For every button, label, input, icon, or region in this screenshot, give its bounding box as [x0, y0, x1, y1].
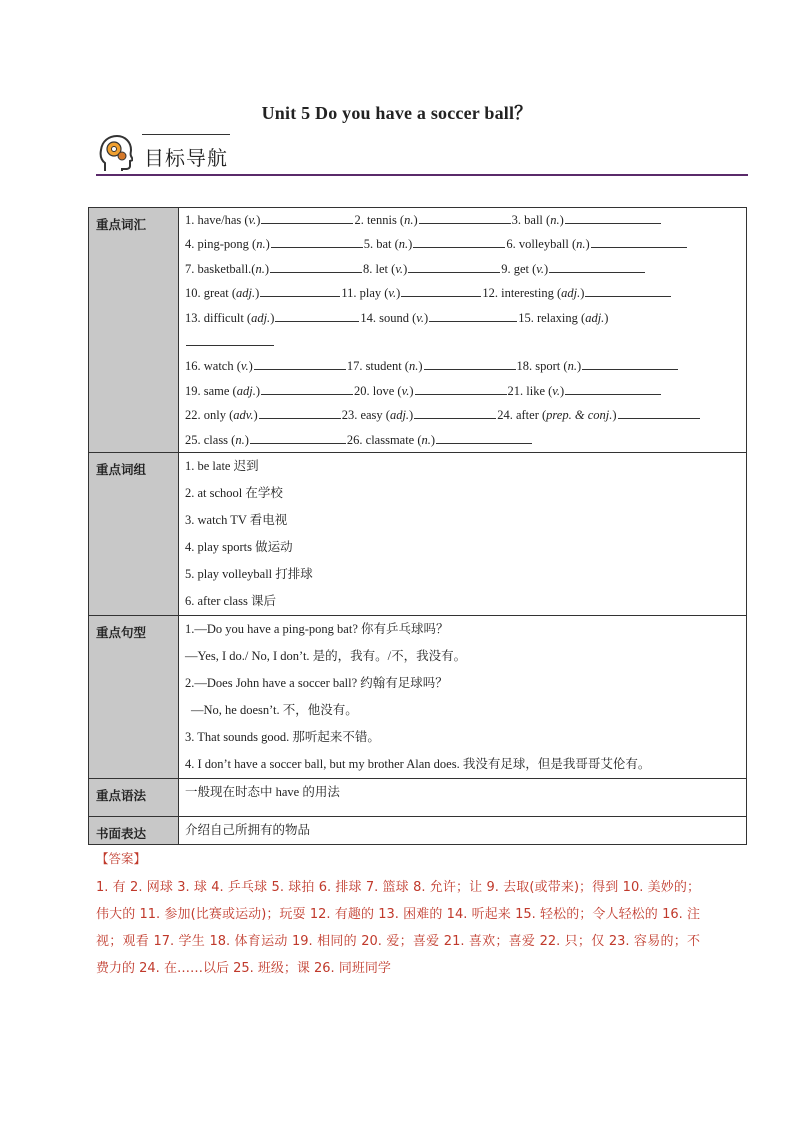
page-title: Unit 5 Do you have a soccer ball？ [261, 103, 533, 123]
vocab-line: 10. great (adj.) 11. play (v.) 12. interesting (adj.) [185, 281, 740, 305]
phrase-item: 1. be late 迟到 [185, 458, 259, 473]
answer-blank[interactable] [408, 258, 500, 273]
answer-blank[interactable] [401, 282, 481, 297]
vocab-line [185, 330, 740, 354]
answer-text: 1. 有 2. 网球 3. 球 4. 乒乓球 5. 球拍 6. 排球 7. 篮球 8. 允许；让 9. 去取(或带来)；得到 10. 美妙的；伟大的 11. 参加(比赛或运动)；玩耍 12. 有趣的 13. 困难的 14. 听起来 15. 轻松的；令人轻松的 16. 注视；观看 17. 学生 18. 体育运动 19. 相同的 20. 爱；喜爱 21. 喜欢；喜爱 22. 只；仅 23. 容易的；不费力的 24. 在……以后 25. 班级；课 26. 同班同学 [96, 880, 700, 976]
answer-blank[interactable] [270, 258, 362, 273]
summary-table [88, 207, 747, 845]
header-label: 目标导航 [144, 146, 228, 170]
writing-row [89, 816, 747, 844]
answer-blank[interactable] [259, 404, 341, 419]
sentences-content [179, 615, 747, 778]
answer-blank[interactable] [429, 307, 517, 322]
phrase-item: 2. at school 在学校 [185, 485, 283, 500]
answer-blank[interactable] [565, 209, 661, 224]
answer-blank[interactable] [549, 258, 645, 273]
sentence-item: 3. That sounds good. 那听起来不错。 [185, 729, 380, 744]
grammar-text: 一般现在时态中 have 的用法 [185, 784, 340, 799]
grammar-content [179, 778, 747, 816]
phrases-row [89, 452, 747, 615]
grammar-row [89, 778, 747, 816]
answer-blank[interactable] [414, 404, 496, 419]
answer-blank[interactable] [565, 380, 661, 395]
vocab-content [179, 208, 747, 453]
writing-category: 书面表达 [89, 816, 179, 844]
sentence-item: 2.—Does John have a soccer ball? 约翰有足球吗？ [185, 675, 448, 690]
phrases-content [179, 452, 747, 615]
answer-blank[interactable] [254, 355, 346, 370]
answer-blank[interactable] [415, 380, 507, 395]
sentence-item: 1.—Do you have a ping-pong bat? 你有乒乓球吗？ [185, 621, 449, 636]
answer-blank[interactable] [413, 233, 505, 248]
answer-blank[interactable] [261, 209, 353, 224]
answer-blank[interactable] [436, 429, 532, 444]
grammar-category: 重点语法 [89, 778, 179, 816]
vocab-line: 1. have/has (v.) 2. tennis (n.) 3. ball (n.) [185, 208, 740, 232]
vocab-line: 19. same (adj.) 20. love (v.) 21. like (v.) [185, 379, 740, 403]
answer-blank[interactable] [591, 233, 687, 248]
header-top-line [142, 134, 230, 135]
vocab-line: 4. ping-pong (n.) 5. bat (n.) 6. volleyball (n.) [185, 232, 740, 256]
header-rule [96, 174, 748, 176]
vocab-line: 16. watch (v.) 17. student (n.) 18. sport (n.) [185, 354, 740, 378]
vocab-row [89, 208, 747, 453]
answer-blank[interactable] [585, 282, 671, 297]
answer-blank[interactable] [250, 429, 346, 444]
answer-blank[interactable] [424, 355, 516, 370]
answer-blank[interactable] [261, 380, 353, 395]
sentences-category: 重点句型 [89, 615, 179, 778]
phrase-item: 6. after class 课后 [185, 593, 276, 608]
vocab-line: 7. basketball.(n.) 8. let (v.) 9. get (v.) [185, 257, 740, 281]
head-gears-icon [99, 133, 133, 173]
answer-blank[interactable] [186, 331, 274, 346]
section-header [96, 130, 748, 176]
answer-blank[interactable] [275, 307, 359, 322]
writing-content [179, 816, 747, 844]
sentence-item: 4. I don’t have a soccer ball, but my brother Alan does. 我没有足球，但是我哥哥艾伦有。 [185, 756, 651, 771]
phrase-item: 3. watch TV 看电视 [185, 512, 288, 527]
vocab-category: 重点词汇 [89, 208, 179, 453]
phrase-item: 5. play volleyball 打排球 [185, 566, 313, 581]
answer-blank[interactable] [582, 355, 678, 370]
answer-blank[interactable] [260, 282, 340, 297]
writing-text: 介绍自己所拥有的物品 [185, 822, 311, 837]
answer-blank[interactable] [618, 404, 700, 419]
phrase-item: 4. play sports 做运动 [185, 539, 293, 554]
vocab-line: 22. only (adv.) 23. easy (adj.) 24. after (prep. & conj.) [185, 403, 740, 427]
phrases-category: 重点词组 [89, 452, 179, 615]
sentence-item: —Yes, I do./ No, I don’t. 是的，我有。/不，我没有。 [185, 648, 467, 663]
sentences-row [89, 615, 747, 778]
answer-blank[interactable] [271, 233, 363, 248]
vocab-line: 13. difficult (adj.) 14. sound (v.) 15. relaxing (adj.) [185, 306, 740, 330]
answer-blank[interactable] [419, 209, 511, 224]
sentence-item: —No, he doesn’t. 不，他没有。 [191, 702, 358, 717]
answer-label: 【答案】 [96, 851, 147, 866]
vocab-line: 25. class (n.) 26. classmate (n.) [185, 428, 740, 452]
